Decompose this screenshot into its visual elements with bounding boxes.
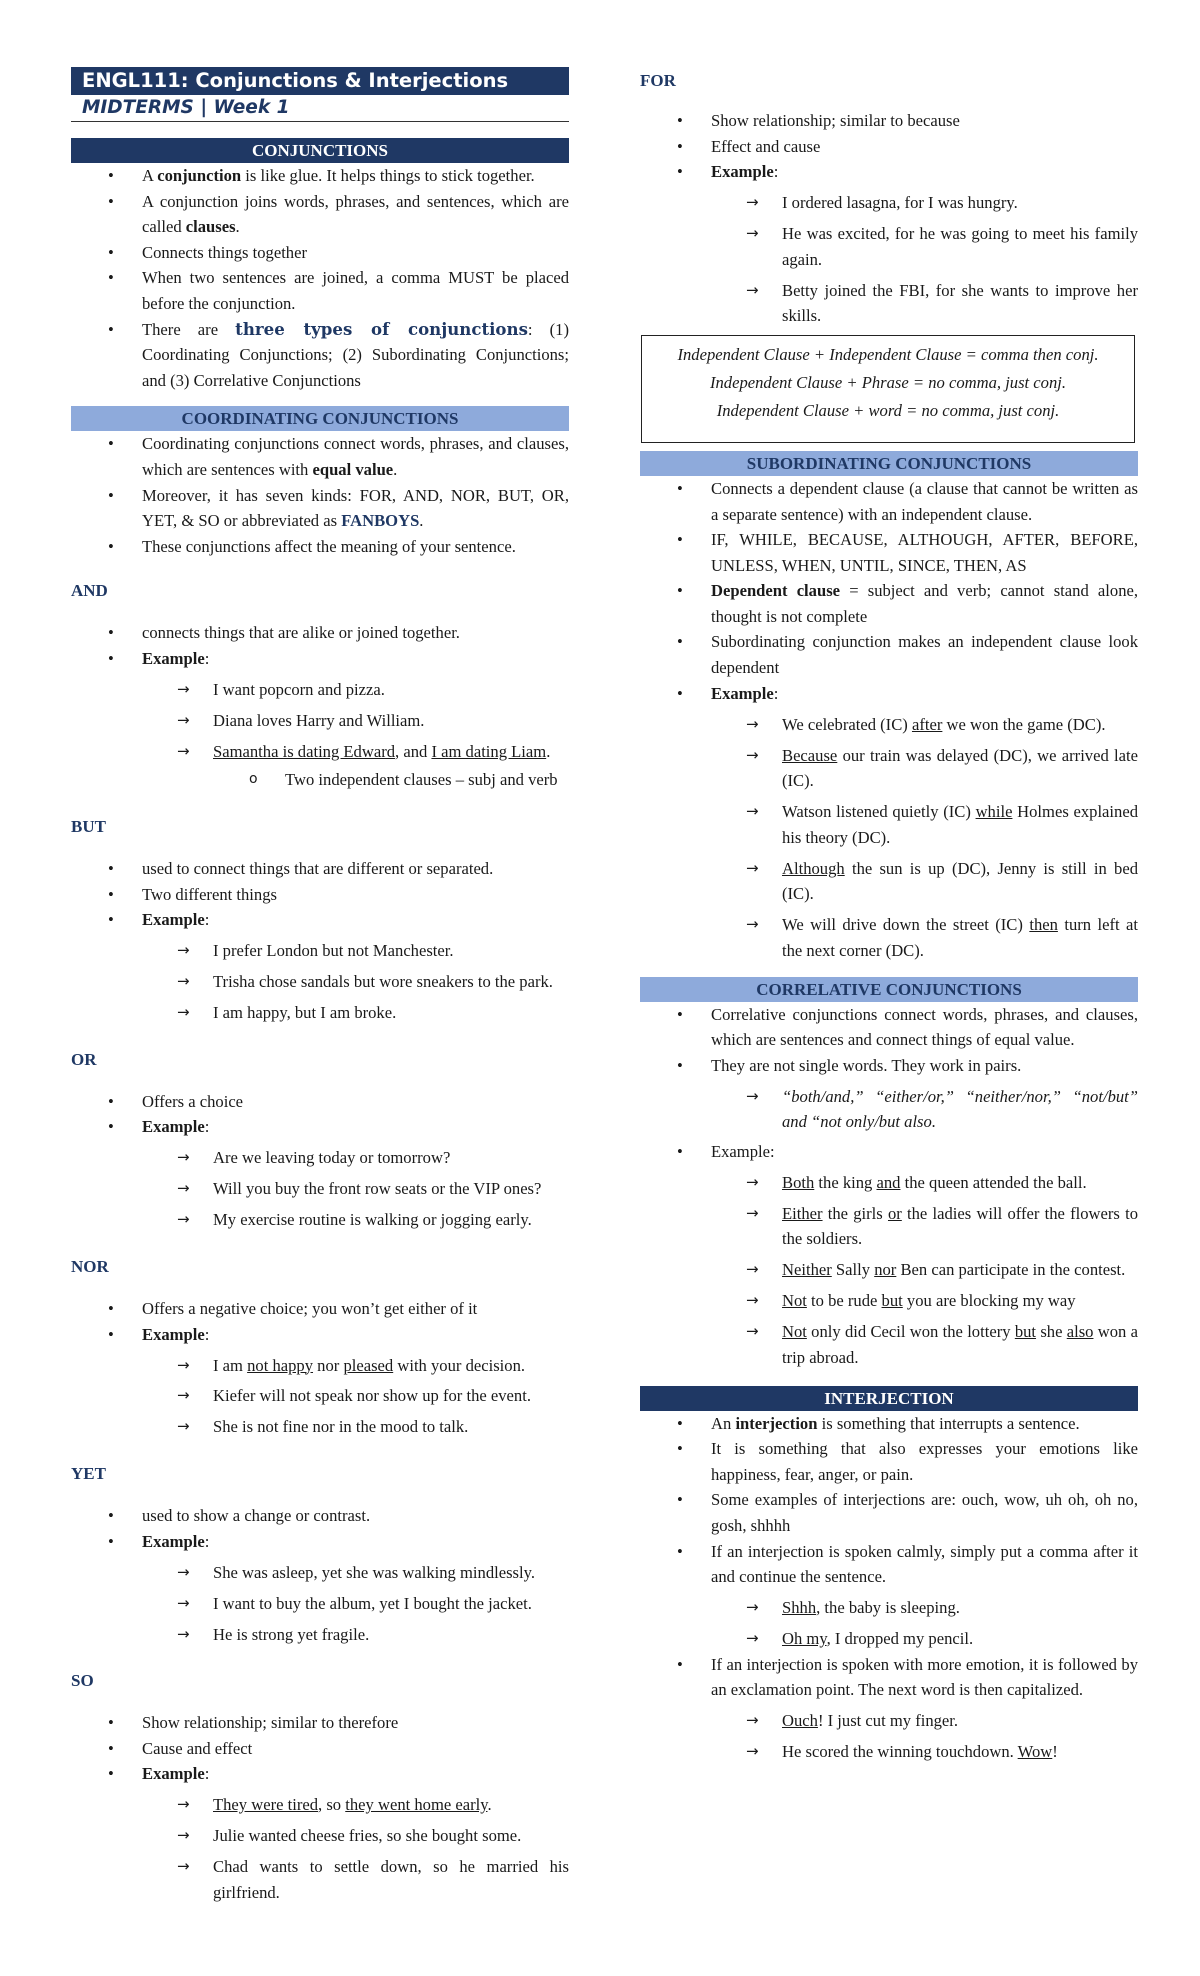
- example-item: → Not to be rude but you are blocking my way: [640, 1288, 1138, 1314]
- rule-line: Independent Clause + word = no comma, just conj.: [716, 400, 1060, 420]
- but-examples: [71, 938, 569, 1026]
- rule-line: Independent Clause + Phrase = no comma, just conj.: [709, 372, 1067, 392]
- example-item: → Will you buy the front row seats or the VIP ones?: [71, 1176, 569, 1202]
- document-title: ENGL111: Conjunctions & Interjections: [71, 67, 569, 95]
- example-item: → Either the girls or the ladies will offer the flowers to the soldiers.: [640, 1201, 1138, 1252]
- correlative-list: [640, 1002, 1138, 1079]
- coordinating-heading: COORDINATING CONJUNCTIONS: [71, 406, 569, 431]
- list-item: • Example:: [640, 159, 1138, 185]
- example-item: → Not only did Cecil won the lottery but she also won a trip abroad.: [640, 1319, 1138, 1370]
- list-item: • Example:: [71, 1322, 569, 1348]
- example-item: → We celebrated (IC) after we won the game (DC).: [640, 712, 1138, 738]
- list-item: • Some examples of interjections are: ouch, wow, uh oh, oh no, gosh, shhhh: [640, 1487, 1138, 1538]
- list-item: • used to show a change or contrast.: [71, 1503, 569, 1529]
- yet-examples: [71, 1560, 569, 1648]
- example-item: → Are we leaving today or tomorrow?: [71, 1145, 569, 1171]
- subordinating-examples: [640, 712, 1138, 964]
- interjection-examples-calm: [640, 1595, 1138, 1652]
- for-heading: FOR: [640, 71, 676, 90]
- list-item: • Example:: [640, 681, 1138, 707]
- list-item: • Effect and cause: [640, 134, 1138, 160]
- yet-heading: YET: [71, 1464, 106, 1484]
- list-item: • Two different things: [71, 882, 569, 908]
- list-item: • Moreover, it has seven kinds: FOR, AND, NOR, BUT, OR, YET, & SO or abbreviated as FANBOYS.: [71, 483, 569, 534]
- conjunctions-list: [71, 163, 569, 393]
- example-item: → Watson listened quietly (IC) while Holmes explained his theory (DC).: [640, 799, 1138, 850]
- conjunctions-heading: CONJUNCTIONS: [71, 138, 569, 163]
- but-list: [71, 856, 569, 933]
- nor-list: [71, 1296, 569, 1347]
- example-item: → He scored the winning touchdown. Wow!: [640, 1739, 1138, 1765]
- for-list: [640, 108, 1138, 185]
- example-item: → We will drive down the street (IC) then turn left at the next corner (DC).: [640, 912, 1138, 963]
- example-item: → They were tired, so they went home early.: [71, 1792, 569, 1818]
- example-item: → I want to buy the album, yet I bought the jacket.: [71, 1591, 569, 1617]
- rules-box: [641, 335, 1135, 443]
- interjection-list-2: [640, 1652, 1138, 1703]
- list-item: • Show relationship; similar to therefore: [71, 1710, 569, 1736]
- yet-list: [71, 1503, 569, 1554]
- example-item: → I am not happy nor pleased with your decision.: [71, 1353, 569, 1379]
- list-item: • Correlative conjunctions connect words, phrases, and clauses, which are sentences and connect things of equal value.: [640, 1002, 1138, 1053]
- list-item: • Example:: [640, 1139, 1138, 1165]
- example-item: → He is strong yet fragile.: [71, 1622, 569, 1648]
- list-item: • Offers a negative choice; you won’t get either of it: [71, 1296, 569, 1322]
- correlative-pairs: [640, 1084, 1138, 1135]
- left-column: [71, 67, 569, 1906]
- list-item: • Connects things together: [71, 240, 569, 266]
- example-item: → I want popcorn and pizza.: [71, 677, 569, 703]
- example-item: → I prefer London but not Manchester.: [71, 938, 569, 964]
- and-note: o Two independent clauses – subj and verb: [71, 767, 569, 793]
- or-heading: OR: [71, 1049, 97, 1069]
- but-heading: BUT: [71, 817, 106, 837]
- correlative-example-label: [640, 1139, 1138, 1165]
- list-item: • Cause and effect: [71, 1736, 569, 1762]
- example-item: → Chad wants to settle down, so he married his girlfriend.: [71, 1854, 569, 1905]
- list-item: • connects things that are alike or joined together.: [71, 620, 569, 646]
- list-item: • Example:: [71, 1529, 569, 1555]
- example-item: → Although the sun is up (DC), Jenny is still in bed (IC).: [640, 856, 1138, 907]
- example-item: → Betty joined the FBI, for she wants to improve her skills.: [640, 278, 1138, 329]
- list-item: • Offers a choice: [71, 1089, 569, 1115]
- example-item: → He was excited, for he was going to meet his family again.: [640, 221, 1138, 272]
- example-item: → Julie wanted cheese fries, so she bought some.: [71, 1823, 569, 1849]
- and-examples: [71, 677, 569, 765]
- list-item: • A conjunction joins words, phrases, and sentences, which are called clauses.: [71, 189, 569, 240]
- list-item: • These conjunctions affect the meaning of your sentence.: [71, 534, 569, 560]
- example-item: → Trisha chose sandals but wore sneakers to the park.: [71, 969, 569, 995]
- list-item: • Example:: [71, 1114, 569, 1140]
- example-item: → Both the king and the queen attended the ball.: [640, 1170, 1138, 1196]
- nor-heading: NOR: [71, 1256, 109, 1276]
- list-item: • Example:: [71, 907, 569, 933]
- so-examples: [71, 1792, 569, 1905]
- example-item: → Diana loves Harry and William.: [71, 708, 569, 734]
- and-list: [71, 620, 569, 671]
- list-item: • Example:: [71, 646, 569, 672]
- so-heading: SO: [71, 1671, 94, 1691]
- list-item: • There are three types of conjunctions: (1) Coordinating Conjunctions; (2) Subordinating Conjunctions; and (3) Correlative Conjunctions: [71, 317, 569, 394]
- subordinating-heading: SUBORDINATING CONJUNCTIONS: [640, 451, 1138, 476]
- nor-examples: [71, 1353, 569, 1441]
- example-item: → Samantha is dating Edward, and I am dating Liam.: [71, 739, 569, 765]
- coordinating-list: [71, 431, 569, 559]
- interjection-examples-emotion: [640, 1708, 1138, 1765]
- right-column: [640, 69, 1138, 1765]
- rule-line: Independent Clause + Independent Clause = comma then conj.: [677, 344, 1099, 364]
- and-heading: AND: [71, 581, 108, 601]
- example-item: → Oh my, I dropped my pencil.: [640, 1626, 1138, 1652]
- correlative-examples: [640, 1170, 1138, 1371]
- list-item: • They are not single words. They work in pairs.: [640, 1053, 1138, 1079]
- list-item: • When two sentences are joined, a comma MUST be placed before the conjunction.: [71, 265, 569, 316]
- list-item: • Subordinating conjunction makes an independent clause look dependent: [640, 629, 1138, 680]
- example-item: → My exercise routine is walking or jogging early.: [71, 1207, 569, 1233]
- example-item: → She is not fine nor in the mood to talk.: [71, 1414, 569, 1440]
- correlative-heading: CORRELATIVE CONJUNCTIONS: [640, 977, 1138, 1002]
- list-item: • Example:: [71, 1761, 569, 1787]
- example-item: → Neither Sally nor Ben can participate in the contest.: [640, 1257, 1138, 1283]
- example-item: → She was asleep, yet she was walking mindlessly.: [71, 1560, 569, 1586]
- document-subtitle: MIDTERMS | Week 1: [71, 95, 569, 122]
- so-list: [71, 1710, 569, 1787]
- list-item: • Dependent clause = subject and verb; cannot stand alone, thought is not complete: [640, 578, 1138, 629]
- example-item: → I ordered lasagna, for I was hungry.: [640, 190, 1138, 216]
- example-item: → Shhh, the baby is sleeping.: [640, 1595, 1138, 1621]
- for-examples: [640, 190, 1138, 329]
- example-item: → Ouch! I just cut my finger.: [640, 1708, 1138, 1734]
- list-item: • Coordinating conjunctions connect words, phrases, and clauses, which are sentences with equal value.: [71, 431, 569, 482]
- list-item: • Connects a dependent clause (a clause that cannot be written as a separate sentence) with an independent clause.: [640, 476, 1138, 527]
- example-item: → I am happy, but I am broke.: [71, 1000, 569, 1026]
- list-item: • A conjunction is like glue. It helps things to stick together.: [71, 163, 569, 189]
- interjection-list: [640, 1411, 1138, 1590]
- list-item: • Show relationship; similar to because: [640, 108, 1138, 134]
- example-item: → Kiefer will not speak nor show up for the event.: [71, 1383, 569, 1409]
- list-item: • An interjection is something that interrupts a sentence.: [640, 1411, 1138, 1437]
- list-item: • used to connect things that are different or separated.: [71, 856, 569, 882]
- or-list: [71, 1089, 569, 1140]
- subordinating-list: [640, 476, 1138, 706]
- list-item: • It is something that also expresses your emotions like happiness, fear, anger, or pain.: [640, 1436, 1138, 1487]
- list-item: • If an interjection is spoken with more emotion, it is followed by an exclamation point. The next word is then capitalized.: [640, 1652, 1138, 1703]
- or-examples: [71, 1145, 569, 1233]
- list-item: • IF, WHILE, BECAUSE, ALTHOUGH, AFTER, BEFORE, UNLESS, WHEN, UNTIL, SINCE, THEN, AS: [640, 527, 1138, 578]
- example-item: → “both/and,” “either/or,” “neither/nor,” “not/but” and “not only/but also.: [640, 1084, 1138, 1135]
- list-item: • If an interjection is spoken calmly, simply put a comma after it and continue the sentence.: [640, 1539, 1138, 1590]
- interjection-heading: INTERJECTION: [640, 1386, 1138, 1411]
- example-item: → Because our train was delayed (DC), we arrived late (IC).: [640, 743, 1138, 794]
